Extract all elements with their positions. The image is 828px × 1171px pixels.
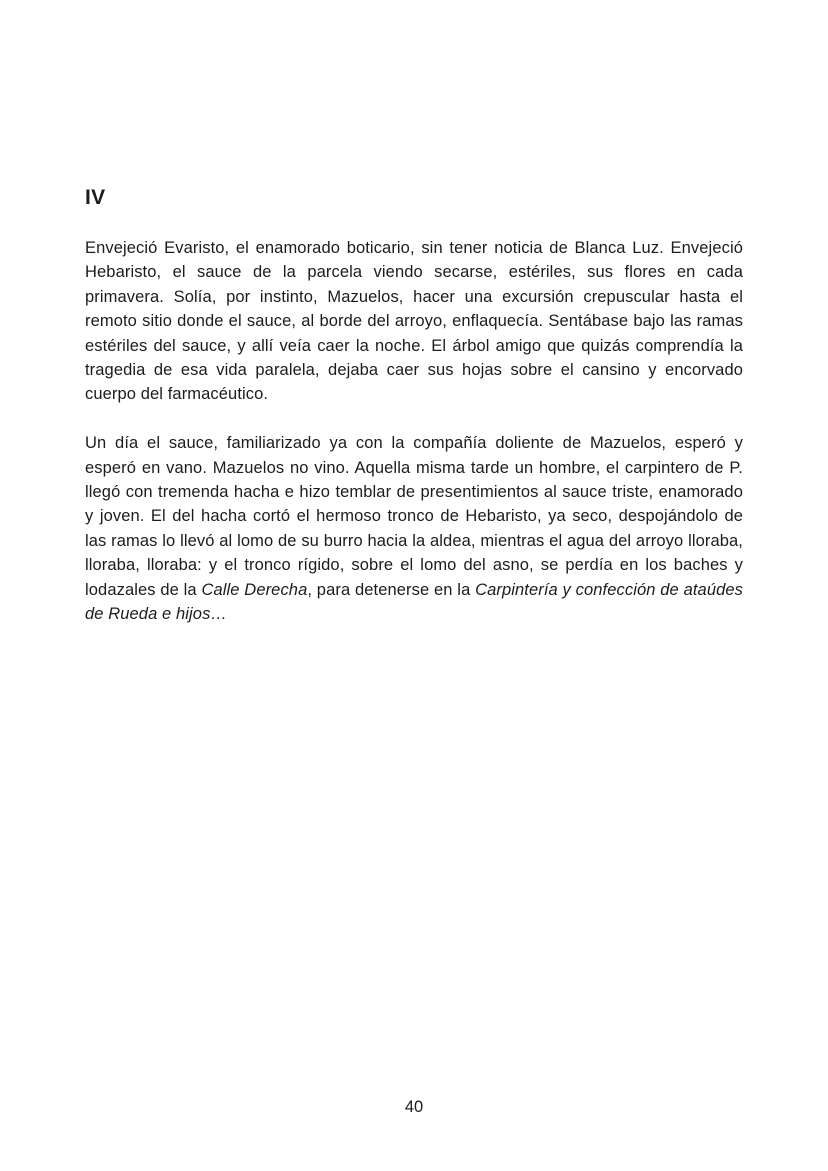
body-text-segment: Un día el sauce, familiarizado ya con la compañía doliente de Mazuelos, esperó y esperó en vano. Mazuelos no vino. Aquella misma tarde un hombre, el carpintero de P. llegó con tremenda hacha e hizo temblar de presentimientos al sauce triste, enamorado y joven. El del hacha cortó el hermoso tronco de Hebaristo, ya seco, despojándolo de las ramas lo llevó al lomo de su burro hacia la aldea, mientras el agua del arroyo lloraba, lloraba, lloraba: y el tronco rígido, sobre el lomo del asno, se perdía en los baches y lodazales de la bbox=[85, 434, 743, 599]
body-text-segment: Envejeció Evaristo, el enamorado boticario, sin tener noticia de Blanca Luz. Envejeció Hebaristo, el sauce de la parcela viendo secarse, estériles, sus flores en cada primavera. Solía, por instinto, Mazuelos, hacer una excursión crepuscular hasta el remoto sitio donde el sauce, al borde del arroyo, enflaquecía. Sentábase bajo las ramas estériles del sauce, y allí veía caer la noche. El árbol amigo que quizás comprendía la tragedia de esa vida paralela, dejaba caer sus hojas sobre el cansino y encorvado cuerpo del farmacéutico. bbox=[85, 239, 743, 404]
body-text-segment: , para detenerse en la bbox=[307, 580, 476, 599]
paragraphs bbox=[85, 236, 743, 626]
paragraph bbox=[85, 236, 743, 407]
chapter-heading: IV bbox=[85, 186, 106, 209]
paragraph bbox=[85, 431, 743, 626]
page-number: 40 bbox=[404, 1098, 424, 1116]
italic-text-segment: Calle Derecha bbox=[201, 580, 308, 599]
italic-text-segment: Carpintería y confección de ataúdes de Rueda e hijos… bbox=[85, 580, 743, 624]
